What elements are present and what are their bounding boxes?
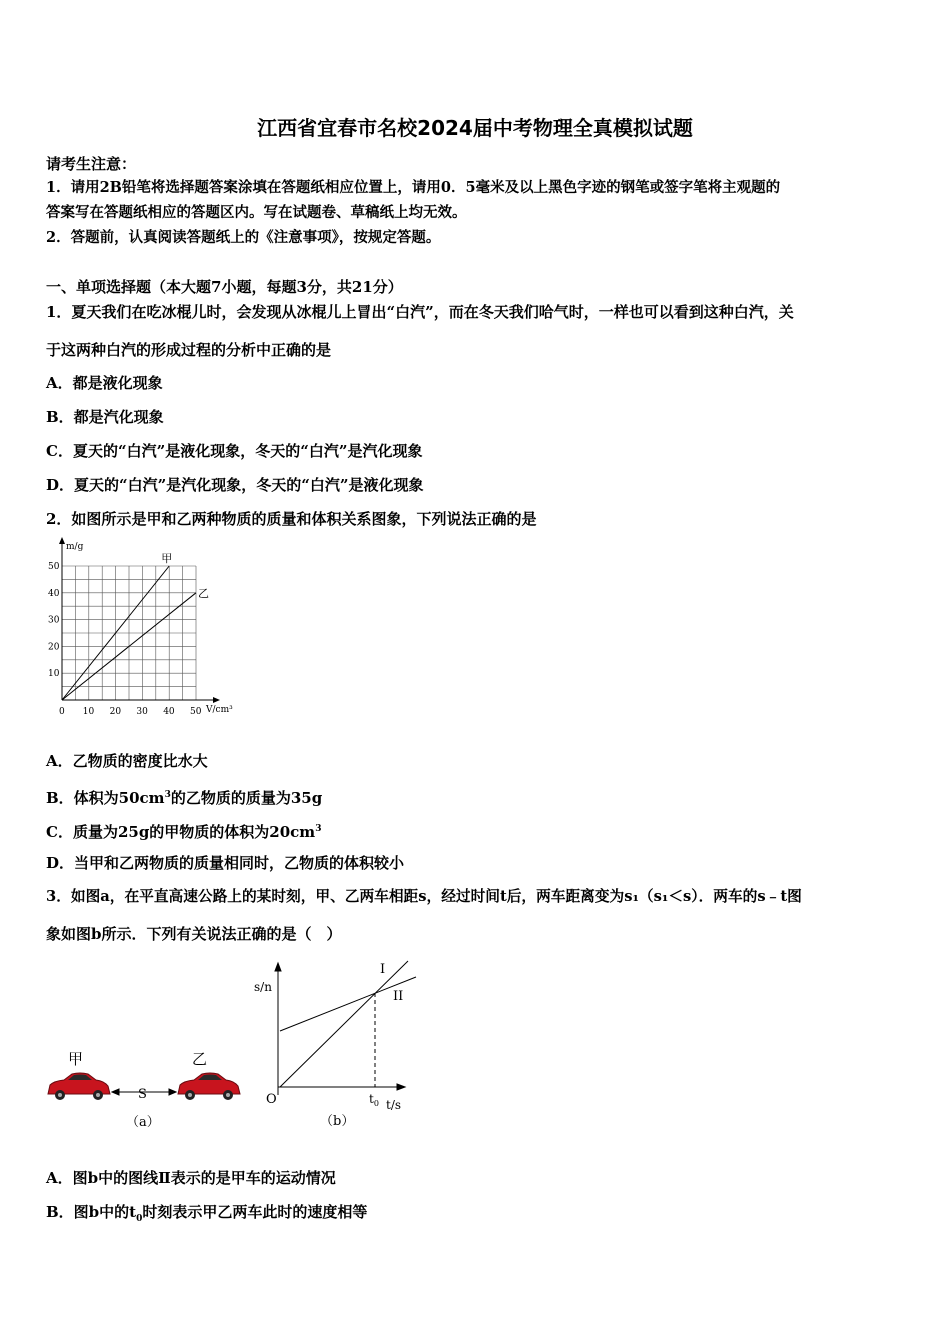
notice-heading: 请考生注意：	[46, 155, 137, 173]
q2-option-c-sup: 3	[315, 824, 322, 834]
y-tick-label: 10	[48, 669, 60, 680]
x-axis-arrow	[213, 697, 220, 703]
q1-stem-line-1: 1．夏天我们在吃冰棍儿时，会发现从冰棍儿上冒出“白汽”，而在冬天我们哈气时，一样也可以看到这种白汽，关	[46, 303, 794, 321]
y-tick-label: 50	[48, 562, 60, 572]
q2-option-c-text: C．质量为25g的甲物质的体积为20cm	[46, 823, 316, 841]
car-label-yi: 乙	[192, 1050, 208, 1068]
q2-option-b	[46, 786, 322, 807]
origin-label: O	[266, 1092, 277, 1107]
line-ii-label: II	[393, 989, 404, 1004]
x-tick-label: 30	[136, 707, 148, 717]
x-axis-title: V/cm³	[206, 705, 233, 715]
x-axis-label: t/s	[386, 1098, 402, 1112]
x-tick-label: 40	[163, 707, 175, 717]
t0-subscript: 0	[373, 1099, 379, 1108]
y-tick-label: 40	[48, 588, 60, 599]
graph-line-ii	[280, 977, 416, 1031]
q3-figure-a	[40, 1040, 250, 1135]
distance-label: S	[138, 1087, 147, 1102]
x-tick-label: 50	[190, 707, 202, 717]
q3-option-b-text-1: B．图b中的t	[46, 1203, 137, 1221]
q2-stem: 2．如图所示是甲和乙两种物质的质量和体积关系图象，下列说法正确的是	[46, 510, 537, 528]
y-tick-label: 20	[48, 642, 60, 653]
q2-mass-volume-chart	[40, 535, 250, 725]
q3-figure-b	[250, 955, 430, 1135]
y-tick-label: 30	[48, 615, 60, 626]
t0-label	[369, 1092, 379, 1108]
q1-stem-line-2: 于这两种白汽的形成过程的分析中正确的是	[46, 341, 332, 359]
q3-stem-line-2: 象如图b所示．下列有关说法正确的是（ ）	[46, 925, 342, 943]
q2-option-d: D．当甲和乙两物质的质量相同时，乙物质的体积较小	[46, 854, 405, 872]
q3-option-b	[46, 1203, 367, 1228]
notice-line-2: 答案写在答题纸相应的答题区内。写在试题卷、草稿纸上均无效。	[46, 204, 467, 221]
y-axis-label: s/n	[254, 980, 272, 994]
figure-a-caption: （a）	[126, 1115, 160, 1130]
q1-option-d: D．夏天的“白汽”是汽化现象，冬天的“白汽”是液化现象	[46, 476, 424, 494]
x-tick-label: 10	[82, 707, 95, 717]
car-label-jia: 甲	[68, 1050, 84, 1068]
series-label-2: 乙	[198, 586, 209, 600]
notice-line-3: 2．答题前，认真阅读答题纸上的《注意事项》，按规定答题。	[46, 229, 441, 246]
figure-b-caption: （b）	[320, 1114, 355, 1129]
car-yi-icon	[178, 1073, 240, 1100]
q1-option-b: B．都是汽化现象	[46, 408, 164, 426]
q2-option-b-sup: 3	[164, 790, 171, 800]
q2-option-a: A．乙物质的密度比水大	[46, 752, 208, 770]
x-tick-label: 0	[59, 707, 65, 717]
y-axis-title: m/g	[66, 542, 84, 552]
x-tick-label: 20	[109, 707, 122, 717]
q3-option-b-text-2: 时刻表示甲乙两车此时的速度相等	[142, 1203, 368, 1221]
q2-option-b-text-2: 的乙物质的质量为35g	[170, 789, 323, 807]
section-heading: 一、单项选择题（本大题7小题，每题3分，共21分）	[46, 278, 403, 296]
q1-option-a: A．都是液化现象	[46, 374, 163, 392]
notice-line-1: 1．请用2B铅笔将选择题答案涂填在答题纸相应位置上，请用0．5毫米及以上黑色字迹的钢笔或签字笔将主观题的	[46, 179, 781, 196]
car-jia-icon	[48, 1073, 110, 1100]
t0-text: t	[369, 1092, 374, 1106]
q3-option-a: A．图b中的图线Ⅱ表示的是甲车的运动情况	[46, 1169, 336, 1187]
line-i-label: I	[380, 962, 386, 977]
q2-option-c	[46, 820, 321, 841]
q1-option-c: C．夏天的“白汽”是液化现象，冬天的“白汽”是汽化现象	[46, 442, 423, 460]
page-title: 江西省宜春市名校2024届中考物理全真模拟试题	[257, 116, 693, 140]
series-label-1: 甲	[161, 552, 173, 565]
q2-option-b-text-1: B．体积为50cm	[46, 789, 165, 807]
y-axis-arrow	[59, 537, 65, 544]
q3-option-b-sub: 0	[136, 1214, 143, 1224]
graph-line-i	[280, 961, 408, 1087]
q3-stem-line-1: 3．如图a，在平直高速公路上的某时刻，甲、乙两车相距s，经过时间t后，两车距离变为s₁（s₁＜s）．两车的s﹣t图	[46, 888, 802, 905]
